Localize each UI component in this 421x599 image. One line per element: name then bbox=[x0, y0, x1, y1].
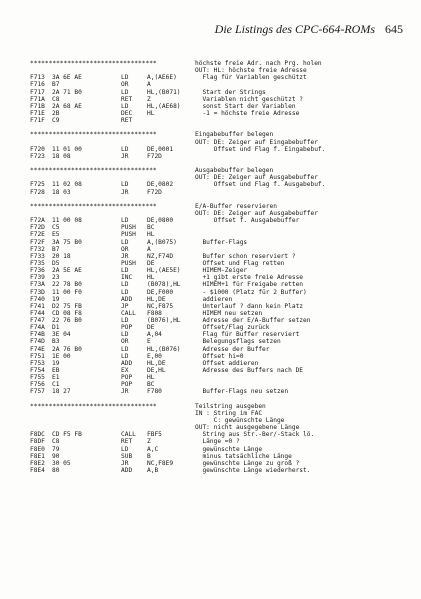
operand: Z bbox=[147, 438, 151, 446]
mnemonic: LD bbox=[121, 181, 129, 189]
address: F74B bbox=[30, 331, 45, 339]
mnemonic: CALL bbox=[121, 309, 136, 317]
comment: Flag für Buffer reserviert bbox=[195, 331, 300, 339]
operand: BC bbox=[147, 381, 155, 389]
page-number: 645 bbox=[385, 22, 403, 36]
comment: HIMEM-Zeiger bbox=[195, 267, 248, 275]
hex-bytes: 3A 6E AE bbox=[52, 74, 82, 82]
mnemonic: LD bbox=[121, 74, 129, 82]
comment: HIMEM neu setzen bbox=[195, 309, 263, 317]
operand: E bbox=[147, 338, 151, 346]
separator-stars: ********************************** bbox=[30, 202, 157, 210]
hex-bytes: 2A 5E AE bbox=[52, 267, 82, 275]
address: F754 bbox=[30, 367, 45, 375]
address: F74A bbox=[30, 324, 45, 332]
hex-bytes: 11 02 08 bbox=[52, 181, 82, 189]
hex-bytes: 3A 75 B0 bbox=[52, 238, 82, 246]
address: F8E0 bbox=[30, 445, 45, 453]
operand: Z bbox=[147, 95, 151, 103]
hex-bytes: CD F5 FB bbox=[52, 431, 82, 439]
operand: DE,HL bbox=[147, 367, 166, 375]
comment: gewünschte Länge zu groß ? bbox=[195, 459, 300, 467]
comment: OUT: HL: höchste freie Adresse bbox=[195, 67, 307, 75]
hex-bytes: 18 27 bbox=[52, 388, 71, 396]
operand: DE bbox=[147, 259, 155, 267]
hex-bytes: C1 bbox=[52, 381, 60, 389]
comment: OUT: DE: Zeiger auf Eingabebuffer bbox=[195, 138, 318, 146]
separator-stars: ********************************** bbox=[30, 167, 157, 175]
section-heading: Eingabebuffer belegen bbox=[195, 131, 274, 139]
comment: C: gewünschte Länge bbox=[195, 417, 285, 425]
operand: HL bbox=[147, 274, 155, 282]
mnemonic: POP bbox=[121, 324, 133, 332]
address: F739 bbox=[30, 274, 45, 282]
operand: HL,(AE5E) bbox=[147, 267, 181, 275]
mnemonic: POP bbox=[121, 381, 133, 389]
mnemonic: RET bbox=[121, 438, 133, 446]
comment: Offset hi=0 bbox=[195, 352, 244, 360]
comment: Start der Strings bbox=[195, 88, 266, 96]
comment: OUT: DE: Zeiger auf Ausgabebuffer bbox=[195, 174, 318, 182]
comment: Belegungsflags setzen bbox=[195, 338, 281, 346]
operand: BC bbox=[147, 224, 155, 232]
operand: B bbox=[147, 452, 151, 460]
hex-bytes: 80 bbox=[52, 467, 60, 475]
mnemonic: INC bbox=[121, 274, 133, 282]
section-heading: E/A-Buffer reservieren bbox=[195, 202, 277, 210]
address: F736 bbox=[30, 267, 45, 275]
hex-bytes: E5 bbox=[52, 231, 60, 239]
hex-bytes: 22 76 B0 bbox=[52, 317, 82, 325]
operand: HL,(B071) bbox=[147, 88, 181, 96]
comment: Offset und Flag f. Ausgabebuf. bbox=[195, 181, 326, 189]
hex-bytes: 19 bbox=[52, 359, 60, 367]
hex-bytes: EB bbox=[52, 367, 60, 375]
address: F713 bbox=[30, 74, 45, 82]
mnemonic: JP bbox=[121, 302, 129, 310]
section-heading: Ausgabebuffer belegen bbox=[195, 167, 274, 175]
operand: NC,F875 bbox=[147, 302, 174, 310]
comment: OUT: nicht ausgegebene Länge bbox=[195, 424, 300, 432]
mnemonic: JR bbox=[121, 459, 129, 467]
operand: (B076),HL bbox=[147, 317, 181, 325]
operand: HL bbox=[147, 374, 155, 382]
hex-bytes: 30 05 bbox=[52, 459, 71, 467]
section-heading: höchste freie Adr. nach Prg. holen bbox=[195, 60, 322, 67]
mnemonic: SUB bbox=[121, 452, 133, 460]
mnemonic: LD bbox=[121, 317, 129, 325]
operand: HL bbox=[147, 109, 155, 117]
mnemonic: LD bbox=[121, 288, 129, 296]
hex-bytes: D2 75 FB bbox=[52, 302, 82, 310]
hex-bytes: C8 bbox=[52, 95, 60, 103]
hex-bytes: 2A 68 AE bbox=[52, 102, 82, 110]
address: F72D bbox=[30, 224, 45, 232]
operand: F72D bbox=[147, 152, 162, 160]
mnemonic: LD bbox=[121, 267, 129, 275]
address: F71E bbox=[30, 109, 45, 117]
mnemonic: LD bbox=[121, 345, 129, 353]
operand: DE,0802 bbox=[147, 181, 174, 189]
mnemonic: LD bbox=[121, 281, 129, 289]
comment: -1 = höchste freie Adresse bbox=[195, 109, 300, 117]
mnemonic: LD bbox=[121, 88, 129, 96]
hex-bytes: 18 03 bbox=[52, 188, 71, 196]
mnemonic: JR bbox=[121, 152, 129, 160]
hex-bytes: 22 78 B0 bbox=[52, 281, 82, 289]
running-title: Die Listings des CPC-664-ROMs bbox=[214, 22, 375, 36]
operand: A,(AE6E) bbox=[147, 74, 177, 82]
hex-bytes: 2B bbox=[52, 109, 60, 117]
operand: DE,0800 bbox=[147, 217, 174, 225]
address: F8E4 bbox=[30, 467, 45, 475]
address: F8DC bbox=[30, 431, 45, 439]
comment: Buffer-Flags neu setzen bbox=[195, 388, 289, 396]
operand: FBF5 bbox=[147, 431, 162, 439]
address: F74D bbox=[30, 338, 45, 346]
address: F8DF bbox=[30, 438, 45, 446]
address: F8E1 bbox=[30, 452, 45, 460]
comment: sonst Start der Variablen bbox=[195, 102, 296, 110]
operand: HL,(B076) bbox=[147, 345, 181, 353]
hex-bytes: 11 01 00 bbox=[52, 145, 82, 153]
address: F74E bbox=[30, 345, 45, 353]
mnemonic: JR bbox=[121, 388, 129, 396]
address: F733 bbox=[30, 252, 45, 260]
mnemonic: LD bbox=[121, 445, 129, 453]
comment: Adresse der E/A-Buffer setzen bbox=[195, 317, 311, 325]
hex-bytes: B7 bbox=[52, 81, 60, 89]
mnemonic: ADD bbox=[121, 467, 133, 475]
hex-bytes: 23 bbox=[52, 274, 60, 282]
operand: A,(B075) bbox=[147, 238, 177, 246]
address: F720 bbox=[30, 145, 45, 153]
mnemonic: LD bbox=[121, 102, 129, 110]
comment: minus tatsächliche Länge bbox=[195, 452, 292, 460]
mnemonic: ADD bbox=[121, 295, 133, 303]
comment: Buffer-Flags bbox=[195, 238, 248, 246]
hex-bytes: B7 bbox=[52, 245, 60, 253]
hex-bytes: 1E 00 bbox=[52, 352, 71, 360]
hex-bytes: CD 08 F8 bbox=[52, 309, 82, 317]
comment: gewünschte Länge bbox=[195, 445, 263, 453]
operand: A,04 bbox=[147, 331, 162, 339]
mnemonic: RET bbox=[121, 117, 133, 125]
address: F72E bbox=[30, 231, 45, 239]
address: F71A bbox=[30, 95, 45, 103]
hex-bytes: B3 bbox=[52, 338, 60, 346]
mnemonic: OR bbox=[121, 338, 129, 346]
separator-stars: ********************************** bbox=[30, 131, 157, 139]
hex-bytes: 90 bbox=[52, 452, 60, 460]
operand: DE,0001 bbox=[147, 145, 174, 153]
address: F735 bbox=[30, 259, 45, 267]
address: F71F bbox=[30, 117, 45, 125]
mnemonic: DEC bbox=[121, 109, 133, 117]
comment: HIMEM+1 für Freigabe retten bbox=[195, 281, 304, 289]
operand: E,00 bbox=[147, 352, 162, 360]
address: F71B bbox=[30, 102, 45, 110]
comment: Offset und Flag retten bbox=[195, 259, 285, 267]
hex-bytes: 11 00 F0 bbox=[52, 288, 82, 296]
operand: A,C bbox=[147, 445, 159, 453]
operand: NC,F8E9 bbox=[147, 459, 174, 467]
operand: A bbox=[147, 81, 151, 89]
address: F728 bbox=[30, 188, 45, 196]
comment: IN : String im FAC bbox=[195, 409, 263, 417]
operand: HL,DE bbox=[147, 295, 166, 303]
address: F753 bbox=[30, 359, 45, 367]
address: F73A bbox=[30, 281, 45, 289]
mnemonic: OR bbox=[121, 245, 129, 253]
mnemonic: LD bbox=[121, 331, 129, 339]
mnemonic: LD bbox=[121, 352, 129, 360]
mnemonic: LD bbox=[121, 238, 129, 246]
address: F751 bbox=[30, 352, 45, 360]
mnemonic: LD bbox=[121, 145, 129, 153]
operand: A,B bbox=[147, 467, 159, 475]
mnemonic: EX bbox=[121, 367, 129, 375]
operand: DE bbox=[147, 324, 155, 332]
hex-bytes: 2A 71 B0 bbox=[52, 88, 82, 96]
operand: A bbox=[147, 245, 151, 253]
hex-bytes: E1 bbox=[52, 374, 60, 382]
comment: Flag für Variablen geschützt bbox=[195, 74, 307, 82]
operand: NZ,F74D bbox=[147, 252, 174, 260]
comment: Offset addieren bbox=[195, 359, 259, 367]
address: F716 bbox=[30, 81, 45, 89]
separator-stars: ********************************** bbox=[30, 60, 157, 67]
hex-bytes: 2A 76 B0 bbox=[52, 345, 82, 353]
hex-bytes: 18 08 bbox=[52, 152, 71, 160]
address: F725 bbox=[30, 181, 45, 189]
section-heading: Teilstring ausgeben bbox=[195, 402, 266, 410]
mnemonic: CALL bbox=[121, 431, 136, 439]
address: F8E2 bbox=[30, 459, 45, 467]
operand: HL bbox=[147, 231, 155, 239]
address: F755 bbox=[30, 374, 45, 382]
mnemonic: ADD bbox=[121, 359, 133, 367]
comment: Offset/Flag zurück bbox=[195, 324, 270, 332]
address: F717 bbox=[30, 88, 45, 96]
address: F741 bbox=[30, 302, 45, 310]
address: F757 bbox=[30, 388, 45, 396]
mnemonic: RET bbox=[121, 95, 133, 103]
comment: Offset f. Ausgabebuffer bbox=[195, 217, 300, 225]
address: F744 bbox=[30, 309, 45, 317]
hex-bytes: 11 00 08 bbox=[52, 217, 82, 225]
mnemonic: JR bbox=[121, 252, 129, 260]
operand: DE,F000 bbox=[147, 288, 174, 296]
comment: Offset und Flag f. Eingabebuf. bbox=[195, 145, 326, 153]
page-header bbox=[0, 22, 403, 36]
mnemonic: PUSH bbox=[121, 224, 136, 232]
address: F723 bbox=[30, 152, 45, 160]
separator-stars: ********************************** bbox=[30, 402, 157, 410]
hex-bytes: D5 bbox=[52, 259, 60, 267]
comment: Variablen nicht geschützt ? bbox=[195, 95, 304, 103]
operand: F72D bbox=[147, 188, 162, 196]
comment: Buffer schon reserviert ? bbox=[195, 252, 296, 260]
comment: Unterlauf ? dann kein Platz bbox=[195, 302, 304, 310]
address: F72F bbox=[30, 238, 45, 246]
mnemonic: PUSH bbox=[121, 231, 136, 239]
hex-bytes: C5 bbox=[52, 224, 60, 232]
mnemonic: PUSH bbox=[121, 259, 136, 267]
hex-bytes: 20 18 bbox=[52, 252, 71, 260]
address: F72A bbox=[30, 217, 45, 225]
operand: F808 bbox=[147, 309, 162, 317]
mnemonic: POP bbox=[121, 374, 133, 382]
address: F732 bbox=[30, 245, 45, 253]
operand: HL,DE bbox=[147, 359, 166, 367]
operand: (B078),HL bbox=[147, 281, 181, 289]
address: F747 bbox=[30, 317, 45, 325]
hex-bytes: 3E 04 bbox=[52, 331, 71, 339]
hex-bytes: 79 bbox=[52, 445, 60, 453]
address: F756 bbox=[30, 381, 45, 389]
comment: OUT: DE: Zeiger auf Ausgabebuffer bbox=[195, 209, 318, 217]
comment: addieren bbox=[195, 295, 233, 303]
comment: Adresse der Buffer bbox=[195, 345, 270, 353]
hex-bytes: C9 bbox=[52, 117, 60, 125]
comment: Adresse des Buffers nach DE bbox=[195, 367, 304, 375]
operand: F780 bbox=[147, 388, 162, 396]
address: F740 bbox=[30, 295, 45, 303]
hex-bytes: C8 bbox=[52, 438, 60, 446]
operand: HL,(AE68) bbox=[147, 102, 181, 110]
comment: gewünschte Länge wiederherst. bbox=[195, 467, 311, 475]
address: F73D bbox=[30, 288, 45, 296]
hex-bytes: D1 bbox=[52, 324, 60, 332]
comment: - $1000 (Platz für 2 Buffer) bbox=[195, 288, 307, 296]
mnemonic: LD bbox=[121, 217, 129, 225]
mnemonic: OR bbox=[121, 81, 129, 89]
comment: +1 gibt erste freie Adresse bbox=[195, 274, 304, 282]
comment: Länge =0 ? bbox=[195, 438, 240, 446]
mnemonic: JR bbox=[121, 188, 129, 196]
comment: String aus Str.-Ber/-Stack lö. bbox=[195, 431, 315, 439]
hex-bytes: 19 bbox=[52, 295, 60, 303]
